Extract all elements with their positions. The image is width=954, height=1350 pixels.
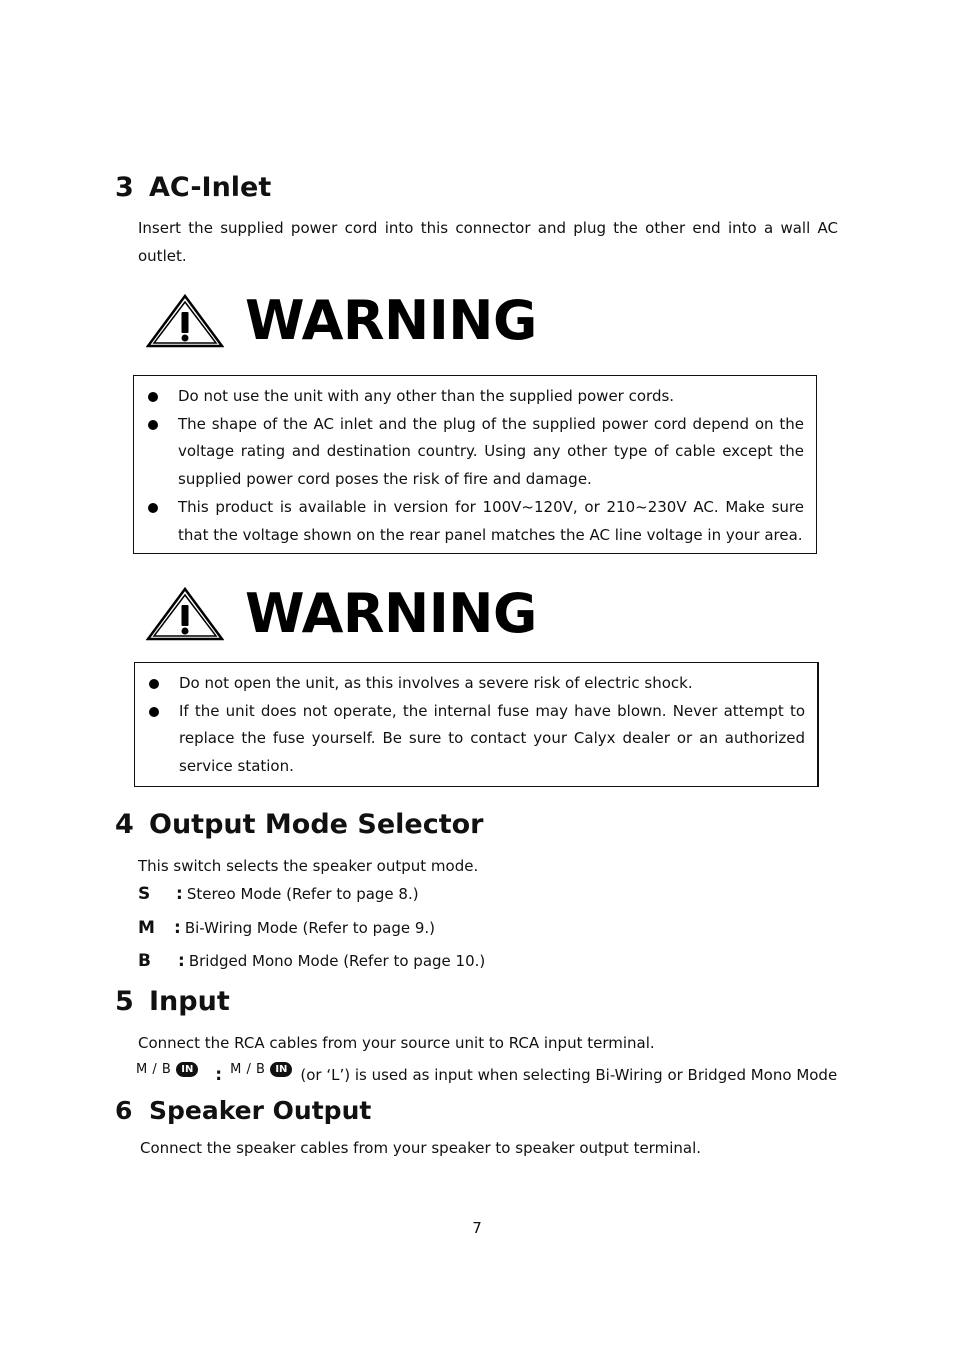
input-note-text: (or ‘L’) is used as input when selecting Bi-Wiring or Bridged Mono Mode [300, 1066, 838, 1084]
mode-colon: : [174, 918, 181, 938]
warning-title: WARNING [245, 289, 537, 352]
mode-colon: : [176, 884, 183, 904]
mode-row-stereo [138, 884, 419, 904]
mode-row-bi-wiring [138, 918, 435, 938]
mode-key: B [138, 951, 151, 971]
section-heading-output-mode [115, 809, 484, 840]
mode-key: S [138, 884, 151, 904]
section-body: Insert the supplied power cord into this connector and plug the other end into a wall AC outlet. [138, 219, 838, 265]
bullet-icon [148, 420, 158, 430]
mode-desc: Stereo Mode (Refer to page 8.) [186, 885, 419, 903]
section-title: Output Mode Selector [149, 809, 484, 840]
warning-triangle-icon [146, 293, 224, 349]
section-body: Connect the speaker cables from your speaker to speaker output terminal. [140, 1139, 701, 1157]
section-heading-speaker-output [115, 1096, 371, 1125]
section-title: Speaker Output [149, 1096, 372, 1125]
warning-item: Do not open the unit, as this involves a severe risk of electric shock. [179, 670, 805, 698]
section-number: 4 [115, 809, 134, 840]
terminal-label: M / B IN [230, 1062, 292, 1077]
note-colon: : [215, 1065, 223, 1085]
mode-desc: Bridged Mono Mode (Refer to page 10.) [188, 952, 486, 970]
in-badge-icon: IN [176, 1062, 198, 1077]
warning-triangle-icon [146, 586, 224, 642]
warning-heading [146, 289, 537, 353]
warning-box [133, 375, 817, 554]
bullet-icon [149, 679, 159, 689]
bullet-icon [148, 503, 158, 513]
section-title: AC-Inlet [149, 172, 272, 203]
page-number: 7 [472, 1219, 482, 1237]
warning-item: Do not use the unit with any other than the supplied power cords. [178, 383, 804, 411]
in-badge-icon: IN [270, 1062, 292, 1077]
section-heading-input [115, 986, 230, 1017]
section-number: 5 [115, 986, 134, 1017]
bullet-icon [149, 707, 159, 717]
mode-colon: : [178, 951, 185, 971]
mode-desc: Bi-Wiring Mode (Refer to page 9.) [184, 919, 436, 937]
section-heading-ac-inlet [115, 172, 271, 203]
warning-item: This product is available in version for 100V~120V, or 210~230V AC. Make sure that the voltage shown on the rear panel matches the AC line voltage in your area. [178, 494, 804, 549]
warning-item: If the unit does not operate, the internal fuse may have blown. Never attempt to replace the fuse yourself. Be sure to contact your Calyx dealer or an authorized service station. [179, 698, 805, 781]
section-number: 3 [115, 172, 134, 203]
warning-box [134, 662, 819, 787]
section-body: Connect the RCA cables from your source unit to RCA input terminal. [138, 1034, 655, 1052]
section-number: 6 [115, 1096, 133, 1125]
section-title: Input [149, 986, 230, 1017]
section-body: This switch selects the speaker output mode. [138, 857, 479, 875]
warning-heading [146, 582, 537, 646]
mode-key: M [138, 918, 155, 938]
terminal-label: M / B IN [136, 1062, 198, 1077]
warning-title: WARNING [245, 582, 537, 645]
input-terminal-note [136, 1062, 837, 1088]
bullet-icon [148, 392, 158, 402]
mode-row-bridged-mono [138, 951, 485, 971]
warning-item: The shape of the AC inlet and the plug of the supplied power cord depend on the voltage rating and destination country. Using any other type of cable except the supplied power cord poses the risk of fire and damage. [178, 411, 804, 494]
